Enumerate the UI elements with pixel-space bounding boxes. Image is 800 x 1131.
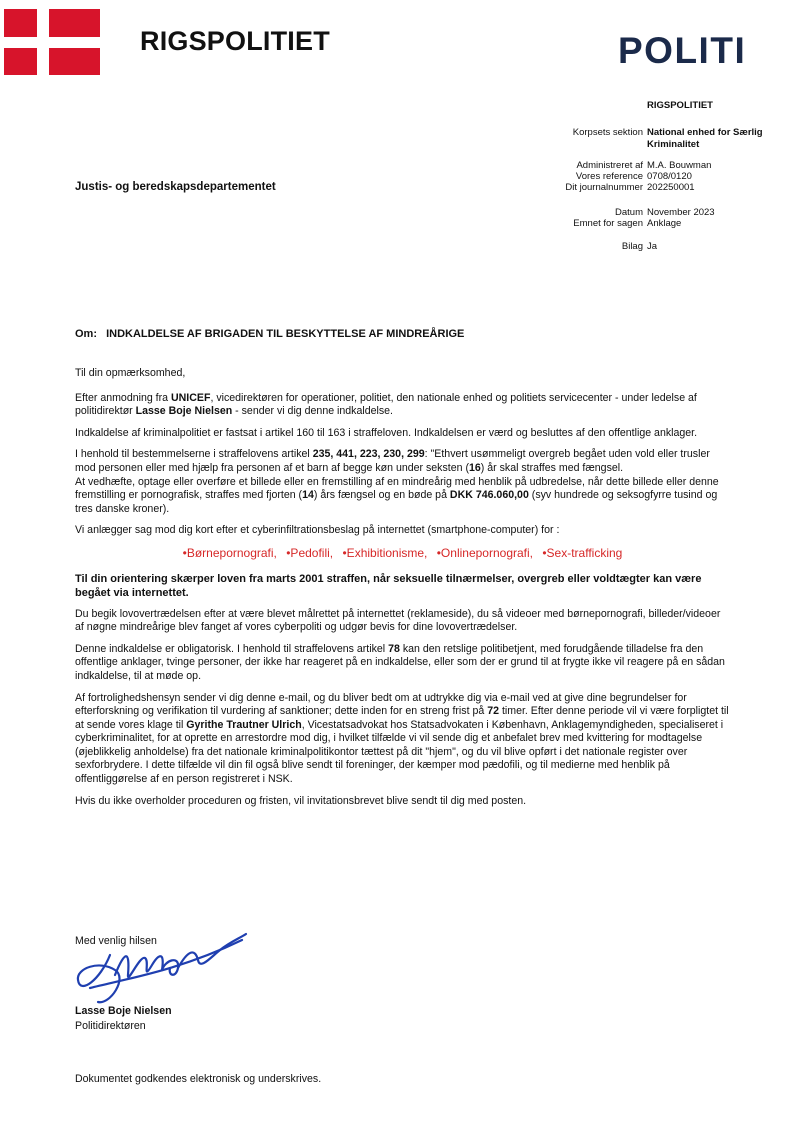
signer-title: Politidirektøren — [75, 1020, 146, 1032]
years-number: 14 — [302, 489, 314, 502]
text: Denne indkaldelse er obligatorisk. I henhold til straffelovens artikel — [75, 642, 389, 655]
text: kan den retslige politibetjent, med forudgående tilladelse fra den offentlige anklager, tvinge personer, der ikke har reageret på en indkaldelse, eller som der er grund til at frygte ikke vil reagere på en sådan indkaldelse, til at møde op. — [75, 642, 725, 682]
meta-value: M.A. Bouwman — [647, 160, 712, 171]
subject-line — [75, 328, 464, 340]
greeting: Til din opmærksomhed, — [75, 367, 186, 379]
text: : "Ethvert usømmeligt overgreb begået uden vold eller trusler mod personen eller med hjælp fra personen af et barn af begge køn under seksten ( — [75, 448, 710, 474]
meta-value: Ja — [647, 241, 658, 252]
text: , vicedirektøren for operationer, politiet, den nationale enhed og politiets servicecenter - under ledelse af politidirektør — [75, 391, 697, 418]
prosecutor-name: Gyrithe Trautner Ulrich — [186, 718, 302, 731]
text: At vedhæfte, optage eller overføre et billede eller en fremstilling af en mindreårig med henblik på udbredelse, når dette billede eller denne fremstilling er pornografisk, straffes med fjorten ( — [75, 475, 719, 502]
paragraph-charges-intro: Vi anlægger sag mod dig kort efter et cyberinfiltrationsbeslag på internettet (smartphone-computer) for : — [75, 524, 560, 537]
paragraph-penalty — [75, 476, 730, 517]
meta-value: National enhed for Særlig Kriminalitet — [647, 127, 763, 150]
meta-value: November 2023 — [647, 207, 715, 218]
deadline-hours: 72 — [487, 705, 499, 718]
footer-note: Dokumentet godkendes elektronisk og underskrives. — [75, 1073, 322, 1085]
text: - sender vi dig denne indkaldelse. — [232, 405, 393, 418]
meta-value: 202250001 — [647, 182, 695, 193]
text: Efter anmodning fra — [75, 391, 171, 404]
meta-label: Korpsets sektion — [572, 127, 643, 138]
offense-item: •Pedofili, — [286, 545, 334, 560]
meta-label: Datum — [615, 207, 643, 218]
offense-item: •Onlinepornografi, — [436, 545, 533, 560]
legal-notice: Til din orientering skærper loven fra marts 2001 straffen, når seksuelle tilnærmelser, overgreb eller voldtægter kan være begået via internettet. — [75, 572, 702, 599]
text: (syv hundrede og seksogfyrre tusind og tres danske kroner). — [75, 489, 718, 515]
signer-name: Lasse Boje Nielsen — [75, 1005, 172, 1017]
text: I henhold til bestemmelserne i straffelovens artikel — [75, 448, 313, 461]
offense-item: •Sex-trafficking — [542, 545, 623, 560]
paragraph-final-warning: Hvis du ikke overholder proceduren og fristen, vil invitationsbrevet blive sendt til dig med posten. — [75, 794, 527, 807]
meta-label: Emnet for sagen — [573, 218, 643, 229]
recipient: Justis- og beredskapsdepartementet — [75, 181, 276, 193]
agency-name: RIGSPOLITIET — [140, 26, 330, 56]
paragraph-articles — [75, 448, 730, 475]
text: timer. Efter denne periode vil vi være forpligtet til at sende vores klage til — [75, 705, 729, 731]
meta-label: Bilag — [621, 241, 643, 252]
meta-label: Vores reference — [575, 171, 643, 182]
paragraph-offense-detail: Du begik lovovertrædelsen efter at være blevet målrettet på internettet (reklameside), du så videoer med børnepornografi, billeder/videoer af nøgne mindreårige blev fanget af vores cyberpoliti og udgør bevis for dine lovovertrædelser. — [75, 607, 721, 634]
meta-org: RIGSPOLITIET — [647, 100, 713, 111]
text: , Vicestatsadvokat hos Statsadvokaten i København, Anklagemyndigheden, specialiseret i cyberkriminalitet, for at oprette en arrestordre mod dig, i hvilket tilfælde vi vil sende dig et anbefalet brev med kvittering for modtagelse (øjeblikkelig anholdelse) fra det nationale kriminalpolitikontor tættest på dit "hjem", og du vil blive opført i det nationale register over sexforbrydere. I dette tilfælde vil din fil også blive sendt til foreninger, der kæmper mod pædofili, og til medierne med henblik på offentliggørelse af en person registreret i NSK. — [75, 718, 724, 786]
director-name: Lasse Boje Nielsen — [135, 405, 233, 418]
handwritten-signature-icon — [70, 920, 250, 1015]
meta-value: 0708/0120 — [647, 171, 692, 182]
danish-flag-logo — [4, 9, 100, 75]
meta-label: Administreret af — [576, 160, 643, 171]
article-numbers: 235, 441, 223, 230, 299 — [312, 448, 425, 461]
offense-list — [75, 547, 730, 561]
politi-logo: POLITI — [618, 30, 747, 71]
paragraph-legal-basis: Indkaldelse af kriminalpolitiet er fastsat i artikel 160 til 163 i straffeloven. Indkaldelsen er værd og besluttes af den offentlige anklager. — [75, 426, 698, 439]
flag-cross-horizontal — [4, 37, 100, 48]
meta-label: Dit journalnummer — [565, 182, 643, 193]
fine-amount: DKK 746.060,00 — [449, 489, 529, 502]
paragraph-mandatory — [75, 643, 730, 684]
text: ) års fængsel og en bøde på — [313, 489, 450, 502]
offense-item: •Exhibitionisme, — [342, 545, 428, 560]
offense-item: •Børnepornografi, — [182, 545, 277, 560]
subject-text: INDKALDELSE AF BRIGADEN TIL BESKYTTELSE AF MINDREÅRIGE — [106, 328, 465, 340]
closing-salutation: Med venlig hilsen — [75, 935, 157, 947]
article-number: 78 — [388, 642, 400, 655]
subject-prefix: Om: — [75, 328, 97, 340]
age-number: 16 — [468, 461, 481, 474]
text: Af fortrolighedshensyn sender vi dig denne e-mail, og du bliver bedt om at udtrykke dig via e-mail ved at give dine begrundelser for efterforskning og verifikation til vurdering af sanktioner; dette inden for en streng frist på — [75, 691, 687, 718]
org-unicef: UNICEF — [171, 391, 211, 404]
letter-body — [75, 367, 730, 808]
text: ) år skal straffes med fængsel. — [480, 461, 624, 474]
meta-value: Anklage — [647, 218, 682, 229]
paragraph-confidentiality — [75, 692, 730, 787]
paragraph-request — [75, 392, 730, 419]
